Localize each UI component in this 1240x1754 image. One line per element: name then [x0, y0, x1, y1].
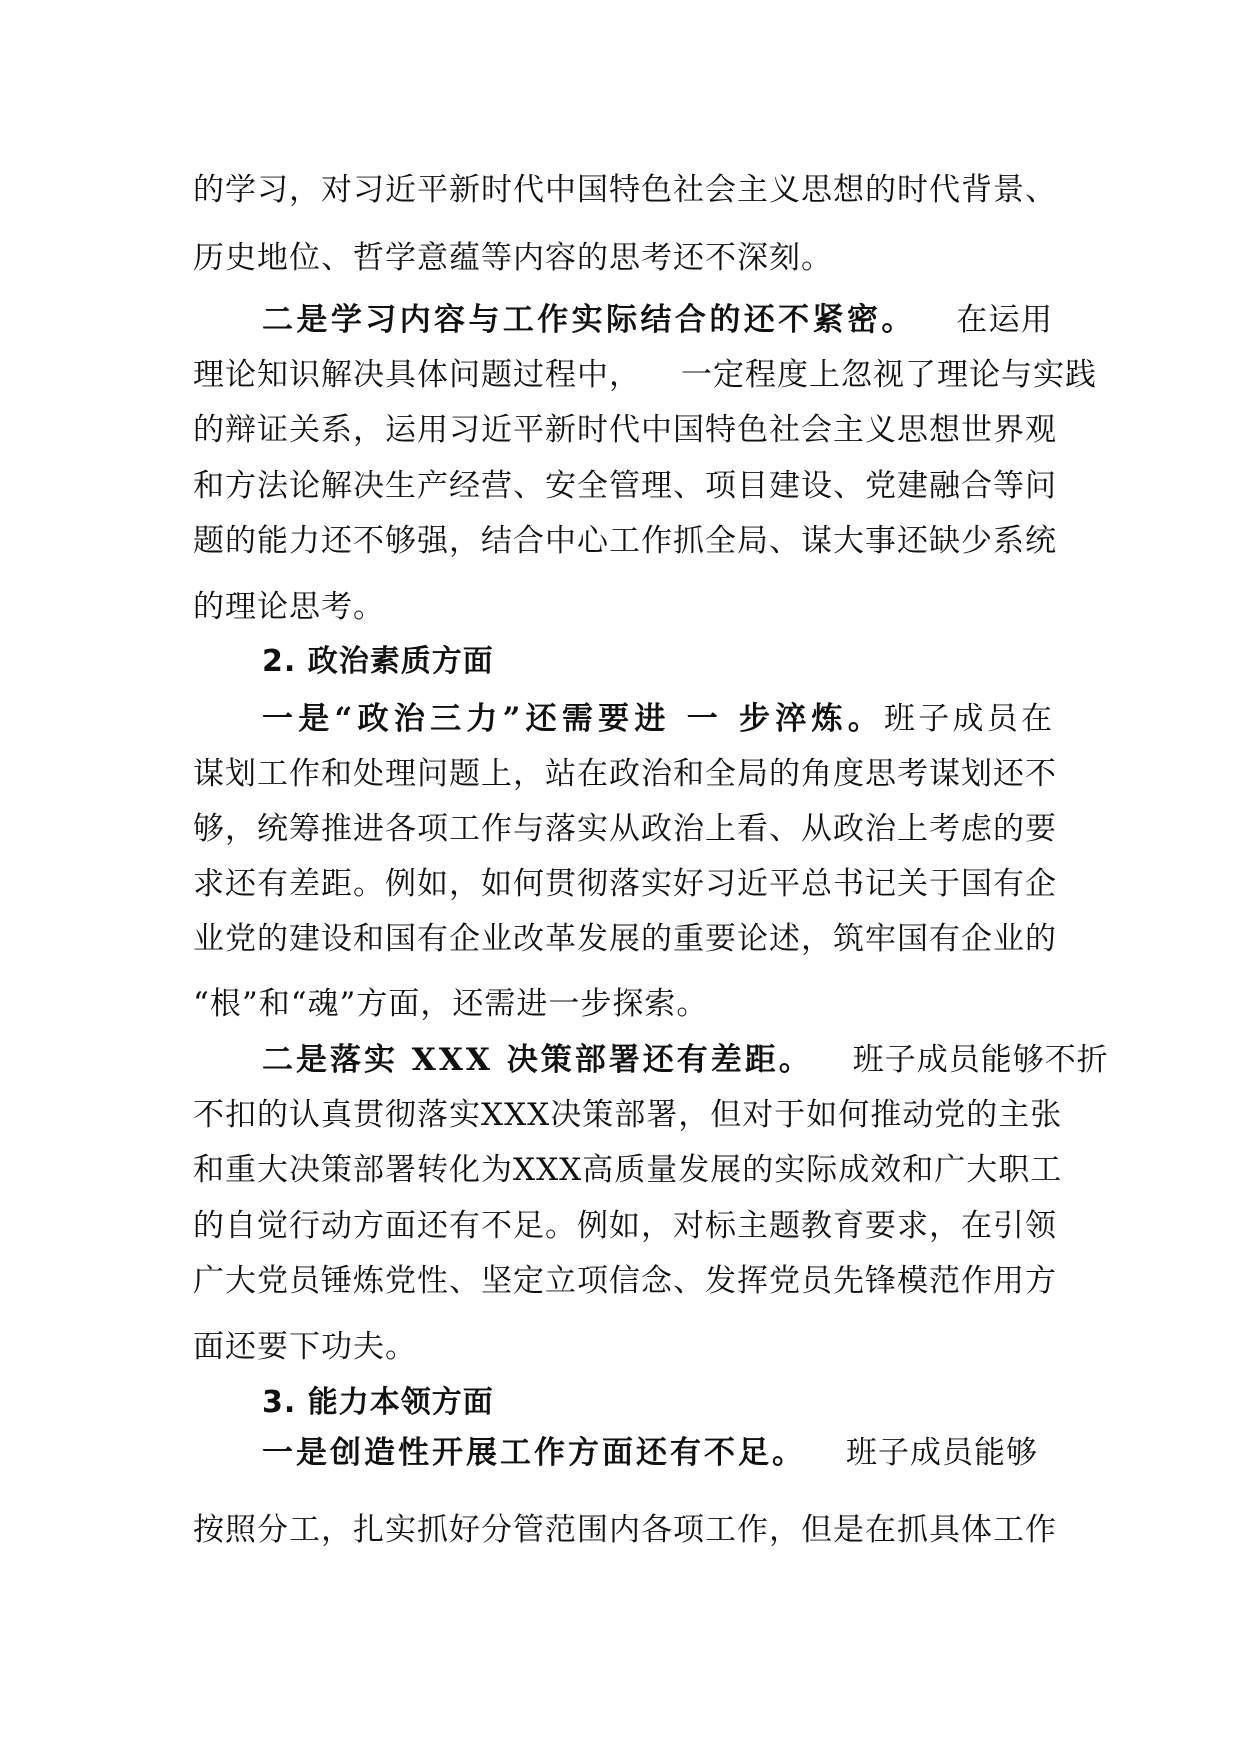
text-run: 理论知识解决具体问题过程中，: [193, 357, 641, 393]
text-line: “根”和“魂”方面，还需进一步探索。: [193, 986, 709, 1022]
text-line: 的学习，对习近平新时代中国特色社会主义思想的时代背景、: [193, 172, 1057, 208]
text-line: 不扣的认真贯彻落实XXX决策部署，但对于如何推动党的主张: [193, 1097, 1063, 1133]
text-line: 面还要下功夫。: [193, 1329, 417, 1365]
text-line: 按照分工，扎实抓好分管范围内各项工作，但是在抓具体工作: [193, 1512, 1057, 1548]
text-line: 的理论思考。: [193, 589, 385, 625]
text-line: 题的能力还不够强，结合中心工作抓全局、谋大事还缺少系统: [193, 523, 1057, 559]
paragraph-lead-line: [262, 1431, 1053, 1475]
text-line: 业党的建设和国有企业改革发展的重要论述，筑牢国有企业的: [193, 921, 1057, 957]
bold-lead: 二是落实 XXX 决策部署还有差距。: [262, 1042, 813, 1078]
text-line: 够，统筹推进各项工作与落实从政治上看、从政治上考虑的要: [193, 811, 1057, 847]
bold-lead: 一是“政治三力”还需要进 一 步淬炼。: [262, 701, 884, 737]
paragraph-lead-line: [262, 697, 1053, 741]
paragraph-lead-line: [262, 298, 1053, 342]
section-heading: 2. 政治素质方面: [262, 644, 494, 679]
paragraph-lead-line: [262, 1038, 1109, 1082]
text-run: 在运用: [955, 302, 1054, 338]
text-line: 求还有差距。例如，如何贯彻落实好习近平总书记关于国有企: [193, 866, 1057, 902]
text-line: 的自觉行动方面还有不足。例如，对标主题教育要求，在引领: [193, 1208, 1057, 1244]
text-line: 的辩证关系，运用习近平新时代中国特色社会主义思想世界观: [193, 412, 1057, 448]
text-line: 谋划工作和处理问题上，站在政治和全局的角度思考谋划还不: [193, 756, 1057, 792]
text-run: 班子成员能够不折: [852, 1042, 1109, 1078]
text-line: [193, 353, 1097, 397]
text-line: 历史地位、哲学意蕴等内容的思考还不深刻。: [193, 240, 833, 276]
text-line: 广大党员锤炼党性、坚定立项信念、发挥党员先锋模范作用方: [193, 1263, 1057, 1299]
text-line: 和重大决策部署转化为XXX高质量发展的实际成效和广大职工: [193, 1152, 1063, 1188]
text-run: 一定程度上忽视了理论与实践: [681, 357, 1097, 393]
section-heading: 3. 能力本领方面: [262, 1385, 494, 1420]
text-run: 班子成员能够: [846, 1435, 1038, 1471]
text-line: 和方法论解决生产经营、安全管理、项目建设、党建融合等问: [193, 468, 1057, 504]
bold-lead: 二是学习内容与工作实际结合的还不紧密。: [262, 302, 916, 338]
text-run: 班子成员在: [884, 701, 1053, 737]
bold-lead: 一是创造性开展工作方面还有不足。: [262, 1435, 806, 1471]
